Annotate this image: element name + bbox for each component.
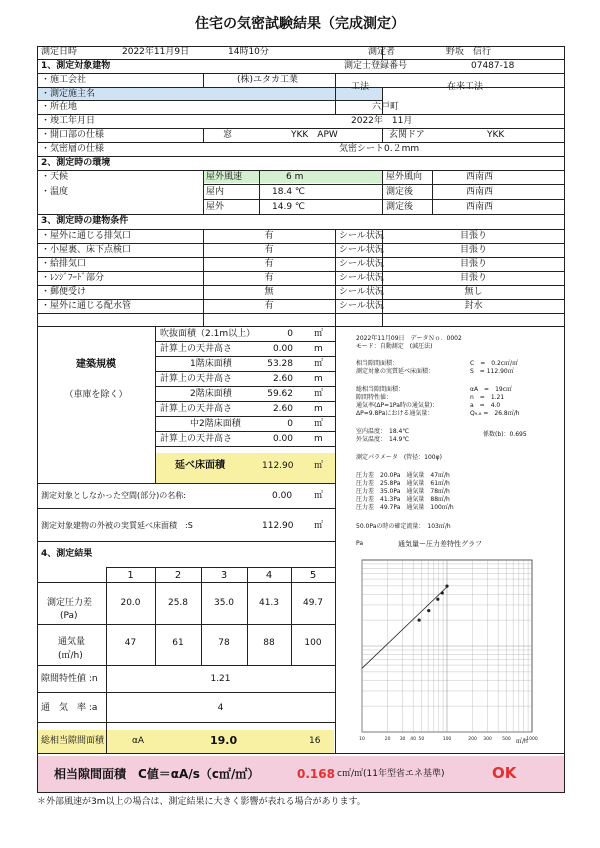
printout-measure-row: 圧力差 35.0Pa 通気量 78㎥/h xyxy=(356,488,450,495)
airtight-label: ・気密層の仕様 xyxy=(41,144,105,154)
total-area-value: 112.90 xyxy=(262,461,294,471)
printout-line2: モード：自動測定 (減圧法) xyxy=(356,343,433,350)
printout-c-value: C = 0.2c㎡/㎡ xyxy=(470,360,519,367)
scale-row-unit: m xyxy=(314,404,323,414)
pressure-value: 49.7 xyxy=(302,598,324,608)
printout-a-label: 通気率(ΔP=1Pa時の通気量)： xyxy=(356,402,439,409)
license-label: 測定士登録番号 xyxy=(344,61,408,71)
total-area-label: 延べ床面積 xyxy=(175,460,225,471)
total-area-unit: ㎡ xyxy=(314,461,324,471)
flow-value: 100 xyxy=(304,638,322,648)
indoor-label: 屋内 xyxy=(206,187,225,197)
date-value: 2022年11月9日 xyxy=(122,47,190,57)
scale-heading: 建築規模 xyxy=(76,359,116,370)
chart-point xyxy=(441,591,444,594)
flow-value: 78 xyxy=(218,638,230,648)
a-label: 通 気 率 :a xyxy=(41,703,98,713)
outdoor-value: 14.9 ℃ xyxy=(272,202,306,212)
seal-value: 無し xyxy=(464,287,483,297)
seal-value: 目張り xyxy=(459,259,487,269)
chart-fit-line xyxy=(362,586,448,668)
builder-label: ・施工会社 xyxy=(41,75,87,85)
scale-row-label: 2階床面積 xyxy=(190,389,232,399)
condition-label: ・郵便受け xyxy=(41,287,87,297)
pressure-value: 20.0 xyxy=(120,598,141,608)
flow-label: 通気量 xyxy=(58,637,86,647)
section-4-heading: 4、測定結果 xyxy=(41,549,93,559)
measurer-value: 野坂 信行 xyxy=(446,47,492,57)
alpha-label: 総相当隙間面積 xyxy=(41,736,105,746)
pressure-label: 測定圧力差 xyxy=(47,598,93,608)
chart-tick-label: 1000 xyxy=(526,737,538,742)
condition-presence: 有 xyxy=(264,273,274,283)
printout-c-label: 相当隙間面積： xyxy=(356,360,399,367)
condition-presence: 有 xyxy=(264,231,274,241)
chart-tick-label: 300 xyxy=(483,737,492,742)
condition-label: ・屋外に通じる排気口 xyxy=(41,231,132,241)
condition-presence: 有 xyxy=(264,259,274,269)
scale-note: （車庫を除く） xyxy=(64,390,128,400)
flow-value: 88 xyxy=(263,638,275,648)
scale-row-label: 計算上の天井高さ xyxy=(160,374,233,384)
result-verdict: OK xyxy=(492,764,517,782)
opening-label: ・開口部の仕様 xyxy=(41,130,105,140)
owner-label: ・測定施主名 xyxy=(41,89,96,99)
chart-point xyxy=(427,609,430,612)
scale-row-value: 53.28 xyxy=(267,359,293,369)
scale-row-label: 1階床面積 xyxy=(190,359,232,369)
scale-row-value: 2.60 xyxy=(272,374,293,384)
seal-label: シール状況 xyxy=(339,287,384,297)
printout-measure-row: 圧力差 25.8Pa 通気量 61㎥/h xyxy=(356,480,450,487)
chart-point xyxy=(436,598,439,601)
chart-point xyxy=(445,585,448,588)
method-label: 工法 xyxy=(351,82,370,92)
measure-col-header: 1 xyxy=(127,570,134,581)
flow-unit: (㎥/h) xyxy=(58,651,83,661)
a-value: 4 xyxy=(217,703,224,713)
alpha-value: 19.0 xyxy=(210,734,238,747)
after-value-2: 西南西 xyxy=(466,202,494,212)
page-title: 住宅の気密試験結果（完成測定） xyxy=(195,16,405,32)
scale-row-label: 計算上の天井高さ xyxy=(160,434,233,444)
chart-tick-label: 200 xyxy=(468,737,477,742)
section-3-heading: 3、測定時の建物条件 xyxy=(41,216,129,226)
envelope-value: 112.90 xyxy=(262,521,294,531)
printout-line1: 2022年11月09日 データＮｏ．0002 xyxy=(356,335,462,342)
builder-value: (株)ユタカ工業 xyxy=(237,75,299,85)
footnote: ＊外部風速が3m以上の場合は、測定結果に大きく影響が表れる場合があります。 xyxy=(37,797,366,807)
graph-ylabel: Pa xyxy=(356,540,364,547)
chart-tick-label: 20 xyxy=(384,737,391,742)
pressure-unit: (Pa) xyxy=(60,611,78,621)
chart-tick-label: 50 xyxy=(418,737,425,742)
printout-param: 測定パラメータ (管径：100φ) xyxy=(356,454,442,461)
printout-measure-row: 圧力差 49.7Pa 通気量 100㎥/h xyxy=(356,504,454,511)
chart-tick-label: 10 xyxy=(359,737,365,742)
printout-q-value: Q₉.₈ = 26.8㎥/h xyxy=(470,410,520,417)
seal-value: 目張り xyxy=(459,231,487,241)
scale-row-label: 計算上の天井高さ xyxy=(160,404,233,414)
scale-row-unit: m xyxy=(314,374,323,384)
excluded-value: 0.00 xyxy=(272,491,293,501)
chart-tick-label: 100 xyxy=(442,737,452,742)
seal-label: シール状況 xyxy=(339,273,384,283)
method-value: 在来工法 xyxy=(447,82,484,92)
n-label: 隙間特性値 :n xyxy=(41,674,98,684)
scale-row-label: 計算上の天井高さ xyxy=(160,344,233,354)
printout-n-value: n = 1.21 xyxy=(470,394,505,401)
location-value: 六戸町 xyxy=(372,102,400,112)
window-label: 窓 xyxy=(223,130,233,140)
flow-value: 61 xyxy=(172,638,184,648)
chart-point xyxy=(418,619,421,622)
temp-label: ・温度 xyxy=(41,187,69,197)
printout-a-value: a = 4.0 xyxy=(470,402,501,409)
result-unit: c㎡/㎡(11年型省エネ基準) xyxy=(337,769,445,779)
alpha-extra: 16 xyxy=(309,736,321,746)
window-value: YKK APW xyxy=(291,130,338,140)
printout-measure-row: 圧力差 41.3Pa 通気量 88㎥/h xyxy=(356,496,450,503)
chart-tick-label: 40 xyxy=(410,737,417,742)
completion-label: ・竣工年月日 xyxy=(41,116,96,126)
measure-col-header: 3 xyxy=(220,570,228,581)
seal-value: 封水 xyxy=(464,301,483,311)
printout-fixed: 50.0Paの時の確定流量： 103㎥/h xyxy=(356,523,451,530)
seal-value: 目張り xyxy=(459,273,487,283)
printout-n-label: 隙間特性値： xyxy=(356,394,393,401)
condition-presence: 有 xyxy=(264,301,274,311)
after-value-1: 西南西 xyxy=(466,187,494,197)
seal-label: シール状況 xyxy=(339,259,384,269)
outdoor-label: 屋外 xyxy=(206,202,225,212)
measure-col-header: 5 xyxy=(309,570,317,581)
scale-row-value: 0.00 xyxy=(272,434,293,444)
printout-out-temp: 外気温度： 14.9℃ xyxy=(356,436,410,443)
condition-presence: 有 xyxy=(264,245,274,255)
result-value: 0.168 xyxy=(297,767,335,781)
chart-tick-label: 30 xyxy=(399,737,406,742)
printout-q-label: ΔP=9.8Paにおける通気量： xyxy=(356,410,434,417)
condition-label: ・給排気口 xyxy=(41,259,87,269)
scale-row-value: 59.62 xyxy=(267,389,293,399)
wind-dir-value: 西南西 xyxy=(466,172,494,182)
printout-aa-label: 総相当隙間面積： xyxy=(356,386,405,393)
excluded-label: 測定対象としなかった空間(部分)の名称: xyxy=(41,491,186,500)
airtight-value: 気密シート0.２mm xyxy=(339,144,420,154)
printout-measure-row: 圧力差 20.0Pa 通気量 47㎥/h xyxy=(356,472,450,479)
graph-title: 通気量ー圧力差特性グラフ xyxy=(398,540,482,548)
door-label: 玄関ドア xyxy=(389,130,425,140)
pressure-value: 25.8 xyxy=(167,598,189,608)
seal-value: 目張り xyxy=(459,245,487,255)
flow-pressure-chart xyxy=(340,548,562,751)
wind-dir-label: 屋外風向 xyxy=(386,172,423,182)
wind-speed-label: 屋外風速 xyxy=(206,172,243,182)
completion-value: 2022年 11月 xyxy=(351,116,413,126)
seal-label: シール状況 xyxy=(339,245,384,255)
location-label: ・所在地 xyxy=(41,102,78,112)
scale-row-unit: ㎡ xyxy=(314,329,324,339)
scale-row-label: 吹抜面積（2.1m以上） xyxy=(160,329,256,339)
time-value: 14時10分 xyxy=(228,47,269,57)
envelope-label: 測定対象建物の外被の実質延べ床面積 :S xyxy=(41,521,193,530)
flow-value: 47 xyxy=(124,638,137,648)
result-label: 相当隙間面積 C値＝αA/s（c㎡/㎡） xyxy=(54,767,260,781)
scale-row-unit: ㎡ xyxy=(314,389,324,399)
scale-row-value: 0.00 xyxy=(272,344,293,354)
date-label: 測定日時 xyxy=(41,47,78,57)
condition-presence: 無 xyxy=(264,287,274,297)
scale-row-unit: ㎡ xyxy=(314,419,324,429)
chart-tick-label: 500 xyxy=(502,737,511,742)
scale-row-label: 中2階床面積 xyxy=(190,419,241,429)
measure-col-header: 2 xyxy=(174,570,182,581)
license-value: 07487-18 xyxy=(471,61,515,71)
condition-label: ・小屋裏、床下点検口 xyxy=(41,245,132,255)
wind-speed-value: 6 m xyxy=(286,172,304,182)
printout-s-value: S = 112.90㎡ xyxy=(470,368,514,375)
scale-row-unit: m xyxy=(314,344,323,354)
seal-label: シール状況 xyxy=(339,301,384,311)
scale-row-value: 0 xyxy=(287,329,293,339)
after-label-1: 測定後 xyxy=(386,187,414,197)
n-value: 1.21 xyxy=(210,674,231,684)
printout-aa-value: αA = 19c㎡ xyxy=(470,386,513,393)
measurer-label: 測定者 xyxy=(368,47,396,57)
excluded-unit: ㎡ xyxy=(314,491,324,501)
section-2-heading: 2、測定時の環境 xyxy=(41,158,111,168)
printout-coef: 係数(b)：0.695 xyxy=(483,431,527,438)
envelope-unit: ㎡ xyxy=(314,521,324,531)
measure-col-header: 4 xyxy=(265,570,273,581)
scale-row-value: 0 xyxy=(287,419,293,429)
indoor-value: 18.4 ℃ xyxy=(272,187,306,197)
scale-row-value: 2.60 xyxy=(272,404,293,414)
condition-label: ・屋外に通じる配水管 xyxy=(41,301,132,311)
after-label-2: 測定後 xyxy=(386,202,414,212)
door-value: YKK xyxy=(487,130,505,140)
scale-row-unit: ㎡ xyxy=(314,359,324,369)
printout-in-temp: 室内温度： 18.4℃ xyxy=(356,428,410,435)
scale-row-unit: m xyxy=(314,434,323,444)
section-1-heading: 1、測定対象建物 xyxy=(41,61,111,71)
alpha-symbol: αA xyxy=(132,736,145,746)
seal-label: シール状況 xyxy=(339,231,384,241)
condition-label: ・ﾚﾝｼﾞﾌｰﾄﾞ部分 xyxy=(41,273,105,283)
pressure-value: 35.0 xyxy=(213,598,235,608)
weather-label: ・天候 xyxy=(41,172,69,182)
printout-s-label: 測定対象の実質延べ床面積： xyxy=(356,368,435,375)
pressure-value: 41.3 xyxy=(258,598,280,608)
graph-xlabel: ㎥/h xyxy=(516,738,528,745)
